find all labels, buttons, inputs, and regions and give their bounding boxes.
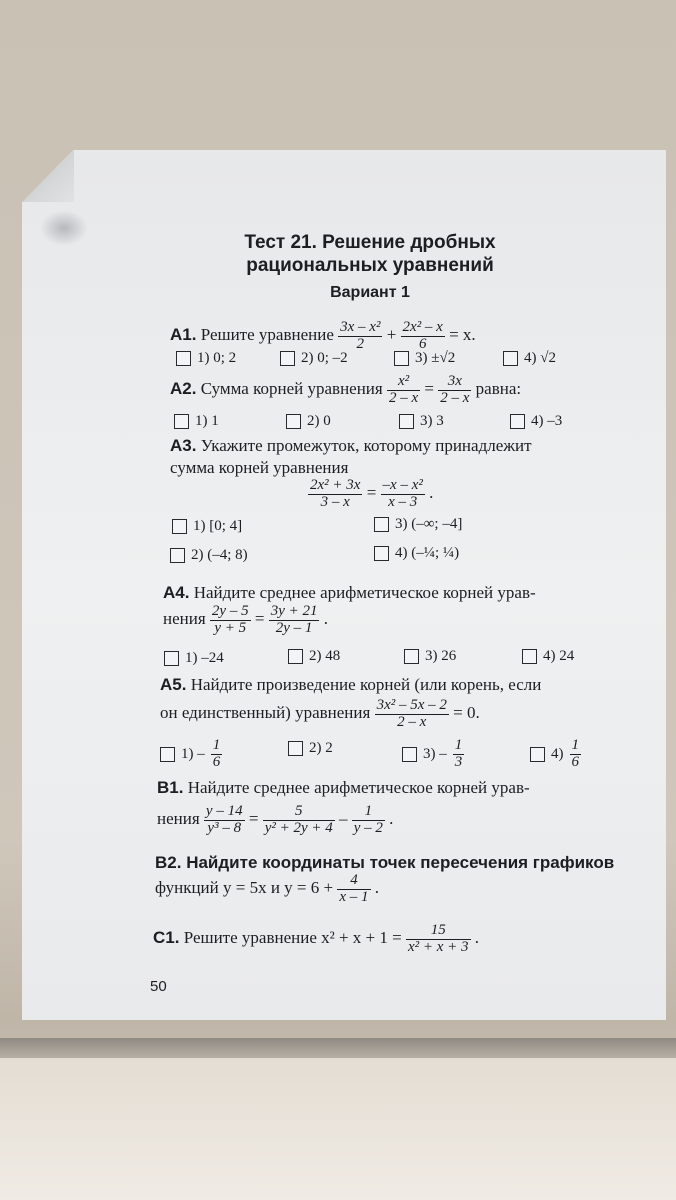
fraction: $\frac{3x}{2 - x}$: [440, 373, 470, 406]
question-text: Решите уравнение: [200, 325, 334, 345]
question-b1-line2: нения $\frac{y - 14}{\text{y³ – 8}}$ = $\frac{5}{\text{y² + 2y + 4}}$ – $\frac{1}{y - 2}$ .: [157, 803, 394, 836]
checkbox[interactable]: [280, 351, 295, 366]
page-title-line1: Тест 21. Решение дробных: [244, 232, 496, 253]
question-text: Найдите среднее арифметическое корней урав-: [187, 778, 530, 797]
question-a4-line2: нения $\frac{2y - 5}{y + 5}$ = $\frac{3y + 21}{2y - 1}$ .: [163, 603, 328, 636]
checkbox[interactable]: [288, 649, 303, 664]
option-a3-2[interactable]: 2) (–4; 8): [170, 547, 248, 564]
fraction: $\frac{5}{\text{y² + 2y + 4}}$: [264, 803, 333, 836]
question-b2-line2: функций y = 5x и y = 6 + $\frac{4}{x - 1}$ .: [155, 872, 380, 905]
question-text: Укажите промежуток, которому принадлежит: [200, 436, 532, 455]
option-a2-1[interactable]: 1) 1: [174, 413, 219, 430]
question-label: А3.: [170, 436, 197, 455]
option-a3-4[interactable]: 4) (–¼; ¼): [374, 545, 459, 562]
option-a5-4[interactable]: 4) $\frac{1}{6}$: [530, 738, 581, 771]
question-text: Найдите координаты точек пересечения графиков: [186, 853, 615, 872]
variant-heading: Вариант 1: [330, 284, 410, 301]
checkbox[interactable]: [510, 414, 525, 429]
option-a4-4[interactable]: 4) 24: [522, 648, 574, 665]
checkbox[interactable]: [160, 747, 175, 762]
question-label: А5.: [160, 675, 187, 694]
question-a3-equation: $\frac{\text{2x² + 3x}}{3 - x}$ = $\frac{\text{–x – x²}}{x - 3}$ .: [310, 477, 434, 510]
checkbox[interactable]: [522, 649, 537, 664]
option-a2-2[interactable]: 2) 0: [286, 413, 331, 430]
fraction: $\frac{\text{–x – x²}}{x - 3}$: [382, 477, 423, 510]
question-b2-line1: [155, 853, 614, 873]
checkbox[interactable]: [374, 546, 389, 561]
question-c1: С1. Решите уравнение x² + x + 1 = $\frac{15}{\text{x² + x + 3}}$ .: [153, 922, 480, 955]
option-a2-4[interactable]: 4) –3: [510, 413, 562, 430]
question-label: С1.: [153, 928, 180, 948]
checkbox[interactable]: [530, 747, 545, 762]
desk-surface: [0, 1058, 676, 1200]
question-a4-line1: [163, 583, 536, 603]
option-a4-1[interactable]: 1) –24: [164, 650, 224, 667]
option-a3-3[interactable]: 3) (–∞; –4]: [374, 516, 462, 533]
question-text: Решите уравнение x² + x + 1 =: [183, 928, 402, 948]
question-b1-line1: [157, 778, 530, 798]
checkbox[interactable]: [286, 414, 301, 429]
question-text: Найдите произведение корней (или корень, если: [190, 675, 542, 694]
desk-edge: [0, 1038, 676, 1058]
fraction: $\frac{15}{\text{x² + x + 3}}$: [407, 922, 469, 955]
option-a2-3[interactable]: 3) 3: [399, 413, 444, 430]
question-label: В2.: [155, 853, 182, 872]
option-a1-3[interactable]: 3) ±√2: [394, 350, 455, 367]
option-a4-3[interactable]: 3) 26: [404, 648, 456, 665]
checkbox[interactable]: [172, 519, 187, 534]
checkbox[interactable]: [402, 747, 417, 762]
question-a1: А1. Решите уравнение $\frac{\text{3x – x²}}{2}$ + $\frac{\text{2x² – x}}{6}$ = x.: [170, 319, 476, 352]
question-label: В1.: [157, 778, 184, 797]
question-label: А1.: [170, 325, 197, 345]
fraction: $\frac{\text{x²}}{2 - x}$: [388, 373, 419, 406]
checkbox[interactable]: [404, 649, 419, 664]
fraction: $\frac{\text{3x – x²}}{2}$: [340, 319, 381, 352]
checkbox[interactable]: [394, 351, 409, 366]
checkbox[interactable]: [503, 351, 518, 366]
question-a3-line1: [170, 436, 532, 456]
page-number: 50: [150, 978, 167, 995]
question-a3-line2: сумма корней уравнения: [170, 458, 349, 477]
fraction: $\frac{\text{3x² – 5x – 2}}{2 - x}$: [376, 697, 447, 730]
question-a5-line1: [160, 675, 541, 695]
fraction: $\frac{3y + 21}{2y - 1}$: [270, 603, 318, 636]
checkbox[interactable]: [164, 651, 179, 666]
question-a5-line2: он единственный) уравнения $\frac{\text{3x² – 5x – 2}}{2 - x}$ = 0.: [160, 697, 480, 730]
fraction: $\frac{2y - 5}{y + 5}$: [211, 603, 249, 636]
option-a1-4[interactable]: 4) √2: [503, 350, 556, 367]
checkbox[interactable]: [288, 741, 303, 756]
checkbox[interactable]: [399, 414, 414, 429]
folded-corner: [22, 150, 74, 202]
fraction: $\frac{1}{y - 2}$: [353, 803, 383, 836]
fraction: $\frac{\text{2x² + 3x}}{3 - x}$: [310, 477, 361, 510]
option-a1-2[interactable]: 2) 0; –2: [280, 350, 348, 367]
fraction: $\frac{y - 14}{\text{y³ – 8}}$: [205, 803, 243, 836]
option-a5-2[interactable]: 2) 2: [288, 740, 333, 757]
option-a5-1[interactable]: 1) – $\frac{1}{6}$: [160, 738, 222, 771]
checkbox[interactable]: [176, 351, 191, 366]
checkbox[interactable]: [174, 414, 189, 429]
question-label: А2.: [170, 379, 197, 399]
question-text: Сумма корней уравнения: [200, 379, 383, 399]
question-a2: А2. Сумма корней уравнения $\frac{\text{x²}}{2 - x}$ = $\frac{3x}{2 - x}$ равна:: [170, 373, 522, 406]
option-a4-2[interactable]: 2) 48: [288, 648, 340, 665]
page-title-line2: рациональных уравнений: [246, 255, 494, 276]
checkbox[interactable]: [374, 517, 389, 532]
question-text: Найдите среднее арифметическое корней урав-: [193, 583, 536, 602]
option-a3-1[interactable]: 1) [0; 4]: [172, 518, 242, 535]
checkbox[interactable]: [170, 548, 185, 563]
question-label: А4.: [163, 583, 190, 602]
option-a5-3[interactable]: 3) – $\frac{1}{3}$: [402, 738, 464, 771]
fraction: $\frac{4}{x - 1}$: [339, 872, 369, 905]
option-a1-1[interactable]: 1) 0; 2: [176, 350, 236, 367]
fraction: $\frac{\text{2x² – x}}{6}$: [402, 319, 443, 352]
